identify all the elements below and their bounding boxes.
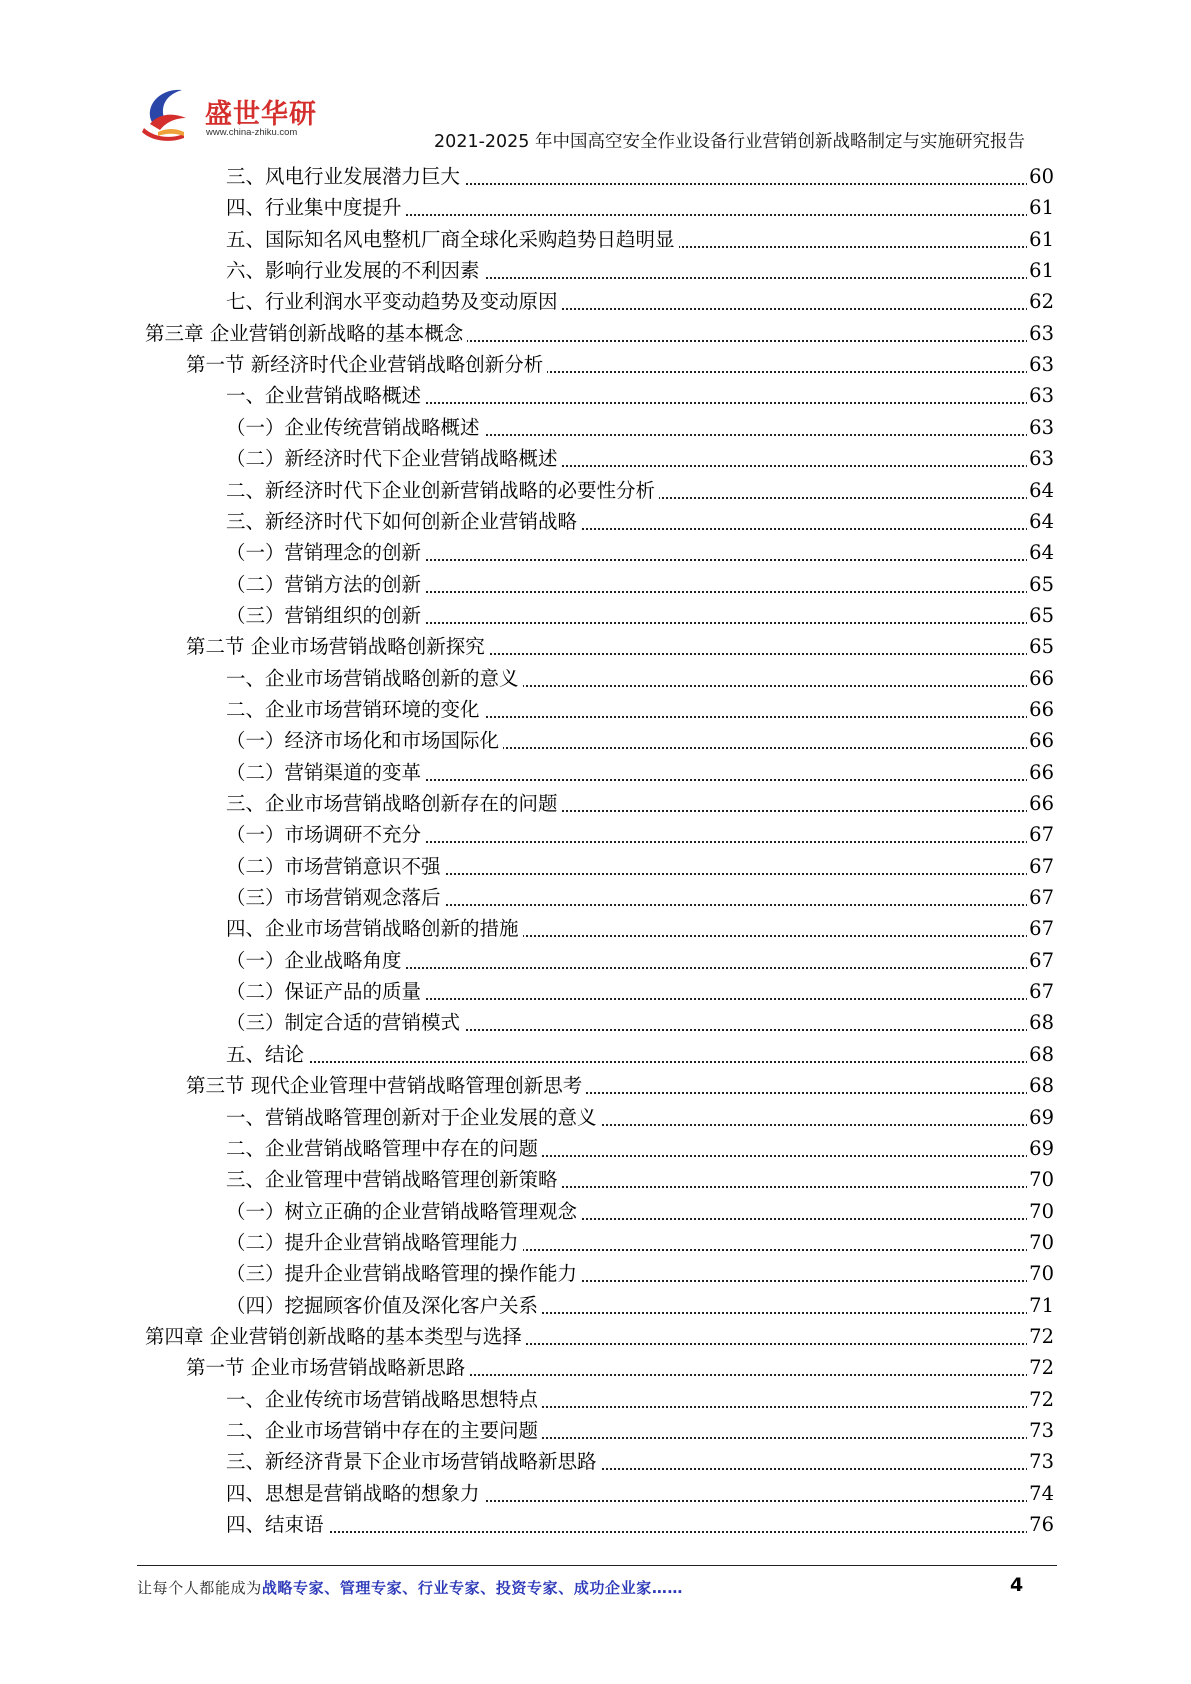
toc-entry-title: 三、企业市场营销战略创新存在的问题 bbox=[226, 793, 562, 815]
toc-entry-title: （一）企业传统营销战略概述 bbox=[226, 417, 484, 439]
toc-entry[interactable] bbox=[0, 257, 1191, 288]
toc-leader-dots bbox=[226, 1531, 1028, 1533]
toc-entry[interactable] bbox=[0, 853, 1191, 884]
footer-divider bbox=[137, 1565, 1057, 1566]
toc-entry-title: 三、新经济时代下如何创新企业营销战略 bbox=[226, 511, 581, 533]
toc-entry-title: （四）挖掘顾客价值及深化客户关系 bbox=[226, 1295, 542, 1317]
toc-leader-dots bbox=[226, 1061, 1028, 1063]
toc-entry-title: 一、企业传统市场营销战略思想特点 bbox=[226, 1389, 542, 1411]
toc-entry[interactable] bbox=[0, 1135, 1191, 1166]
toc-entry[interactable] bbox=[0, 633, 1191, 664]
toc-entry-title: （一）经济市场化和市场国际化 bbox=[226, 730, 503, 752]
toc-entry-title: 四、结束语 bbox=[226, 1514, 328, 1536]
toc-entry-page: 62 bbox=[1029, 290, 1054, 314]
toc-entry-title: 二、企业市场营销环境的变化 bbox=[226, 699, 484, 721]
toc-entry[interactable] bbox=[0, 884, 1191, 915]
toc-entry[interactable] bbox=[0, 1480, 1191, 1511]
toc-entry[interactable] bbox=[0, 382, 1191, 413]
page-header bbox=[0, 0, 1191, 160]
toc-entry[interactable] bbox=[0, 226, 1191, 257]
toc-entry-page: 76 bbox=[1029, 1513, 1054, 1537]
toc-entry-title: 三、新经济背景下企业市场营销战略新思路 bbox=[226, 1451, 601, 1473]
toc-entry[interactable] bbox=[0, 1229, 1191, 1260]
toc-entry[interactable] bbox=[0, 1198, 1191, 1229]
toc-entry[interactable] bbox=[0, 1260, 1191, 1291]
toc-entry-page: 69 bbox=[1029, 1136, 1054, 1160]
toc-entry-page: 70 bbox=[1029, 1262, 1054, 1286]
toc-entry-page: 73 bbox=[1029, 1450, 1054, 1474]
toc-entry-title: 二、企业市场营销中存在的主要问题 bbox=[226, 1420, 542, 1442]
toc-entry-page: 66 bbox=[1029, 729, 1054, 753]
toc-entry-page: 64 bbox=[1029, 478, 1054, 502]
toc-entry-title: （三）营销组织的创新 bbox=[226, 605, 425, 627]
toc-entry[interactable] bbox=[0, 194, 1191, 225]
toc-entry-title: （二）新经济时代下企业营销战略概述 bbox=[226, 448, 562, 470]
toc-entry-page: 67 bbox=[1029, 980, 1054, 1004]
toc-entry-page: 67 bbox=[1029, 948, 1054, 972]
toc-entry[interactable] bbox=[0, 1009, 1191, 1040]
toc-entry-title: 三、风电行业发展潜力巨大 bbox=[226, 166, 464, 188]
toc-entry-title: （三）市场营销观念落后 bbox=[226, 887, 445, 909]
toc-entry[interactable] bbox=[0, 445, 1191, 476]
toc-entry-page: 70 bbox=[1029, 1168, 1054, 1192]
toc-entry-title: 一、企业市场营销战略创新的意义 bbox=[226, 668, 523, 690]
toc-entry-page: 64 bbox=[1029, 541, 1054, 565]
toc-entry-title: 四、企业市场营销战略创新的措施 bbox=[226, 918, 523, 940]
toc-entry-title: （一）市场调研不充分 bbox=[226, 824, 425, 846]
toc-entry-page: 66 bbox=[1029, 792, 1054, 815]
toc-entry[interactable] bbox=[0, 320, 1191, 351]
toc-entry-title: （二）保证产品的质量 bbox=[226, 981, 425, 1003]
toc-entry-title: 五、结论 bbox=[226, 1044, 308, 1066]
toc-entry[interactable] bbox=[0, 978, 1191, 1009]
toc-entry-page: 72 bbox=[1029, 1387, 1054, 1411]
toc-entry-title: （三）制定合适的营销模式 bbox=[226, 1012, 464, 1034]
toc-entry[interactable] bbox=[0, 1448, 1191, 1479]
footer-slogan-lead: 让每个人都能成为 bbox=[137, 1579, 262, 1597]
toc-entry-page: 65 bbox=[1029, 635, 1054, 659]
toc-entry[interactable] bbox=[0, 821, 1191, 852]
page-number: 4 bbox=[1010, 1574, 1024, 1596]
toc-entry-page: 68 bbox=[1029, 1074, 1054, 1098]
logo-url: www.china-zhiku.com bbox=[206, 127, 298, 138]
toc-entry-title: 七、行业利润水平变动趋势及变动原因 bbox=[226, 291, 562, 313]
toc-entry-title: 第三节 现代企业管理中营销战略管理创新思考 bbox=[186, 1075, 586, 1097]
toc-entry-page: 63 bbox=[1029, 447, 1054, 471]
toc-entry[interactable] bbox=[0, 288, 1191, 319]
toc-entry-title: 第一节 企业市场营销战略新思路 bbox=[186, 1357, 469, 1379]
toc-entry[interactable] bbox=[0, 1166, 1191, 1197]
toc-entry[interactable] bbox=[0, 696, 1191, 727]
toc-entry[interactable] bbox=[0, 539, 1191, 570]
toc-entry-title: （二）营销渠道的变革 bbox=[226, 762, 425, 784]
toc-entry-title: 一、营销战略管理创新对于企业发展的意义 bbox=[226, 1107, 601, 1129]
toc-entry[interactable] bbox=[0, 1354, 1191, 1385]
toc-entry-title: （二）市场营销意识不强 bbox=[226, 856, 445, 878]
toc-entry-title: 四、思想是营销战略的想象力 bbox=[226, 1483, 484, 1505]
toc-entry-page: 73 bbox=[1029, 1419, 1054, 1442]
toc-entry-title: 第四章 企业营销创新战略的基本类型与选择 bbox=[145, 1326, 526, 1348]
toc-entry-page: 63 bbox=[1029, 415, 1054, 439]
toc-entry-page: 70 bbox=[1029, 1199, 1054, 1223]
toc-entry[interactable] bbox=[0, 508, 1191, 539]
toc-entry-title: 五、国际知名风电整机厂商全球化采购趋势日趋明显 bbox=[226, 229, 679, 251]
company-logo bbox=[138, 84, 318, 156]
toc-entry[interactable] bbox=[0, 759, 1191, 790]
toc-entry-page: 72 bbox=[1029, 1324, 1054, 1348]
toc-entry-page: 63 bbox=[1029, 353, 1054, 377]
toc-entry-page: 70 bbox=[1029, 1230, 1054, 1254]
toc-entry-page: 64 bbox=[1029, 509, 1054, 533]
toc-entry-page: 67 bbox=[1029, 823, 1054, 847]
toc-entry[interactable] bbox=[0, 790, 1191, 821]
toc-entry-title: 第三章 企业营销创新战略的基本概念 bbox=[145, 323, 467, 345]
toc-entry-page: 66 bbox=[1029, 697, 1054, 721]
toc-entry-title: 六、影响行业发展的不利因素 bbox=[226, 260, 484, 282]
toc-entry[interactable] bbox=[0, 571, 1191, 602]
logo-name: 盛世华研 bbox=[205, 99, 317, 130]
toc-entry[interactable] bbox=[0, 1292, 1191, 1323]
toc-entry-page: 66 bbox=[1029, 666, 1054, 690]
toc-entry-title: 第二节 企业市场营销战略创新探究 bbox=[186, 636, 489, 658]
toc-entry-page: 66 bbox=[1029, 760, 1054, 784]
toc-entry[interactable] bbox=[0, 351, 1191, 382]
footer-slogan bbox=[137, 1577, 683, 1598]
toc-entry[interactable] bbox=[0, 1072, 1191, 1103]
toc-entry-title: 二、新经济时代下企业创新营销战略的必要性分析 bbox=[226, 480, 659, 502]
toc-entry-page: 61 bbox=[1029, 259, 1054, 283]
toc-entry[interactable] bbox=[0, 1386, 1191, 1417]
toc-entry[interactable] bbox=[0, 602, 1191, 633]
toc-entry-page: 60 bbox=[1029, 165, 1054, 188]
toc-entry-page: 68 bbox=[1029, 1042, 1054, 1066]
toc-entry[interactable] bbox=[0, 163, 1191, 194]
toc-entry[interactable] bbox=[0, 665, 1191, 696]
toc-entry-title: （二）营销方法的创新 bbox=[226, 574, 425, 596]
toc-entry-title: （一）树立正确的企业营销战略管理观念 bbox=[226, 1201, 581, 1223]
toc-entry-page: 67 bbox=[1029, 886, 1054, 910]
toc-entry-page: 65 bbox=[1029, 603, 1054, 627]
toc-entry[interactable] bbox=[0, 727, 1191, 758]
toc-entry[interactable] bbox=[0, 1323, 1191, 1354]
toc-entry-page: 61 bbox=[1029, 227, 1054, 251]
toc-entry-page: 72 bbox=[1029, 1356, 1054, 1380]
toc-entry[interactable] bbox=[0, 477, 1191, 508]
toc-entry-page: 65 bbox=[1029, 572, 1054, 596]
report-title: 2021-2025 年中国高空安全作业设备行业营销创新战略制定与实施研究报告 bbox=[434, 132, 1025, 152]
toc-entry-title: 三、企业管理中营销战略管理创新策略 bbox=[226, 1169, 562, 1191]
toc-entry-page: 63 bbox=[1029, 321, 1054, 345]
toc-entry[interactable] bbox=[0, 414, 1191, 445]
toc-entry[interactable] bbox=[0, 1417, 1191, 1448]
toc-entry-page: 74 bbox=[1029, 1481, 1054, 1505]
toc-entry-page: 67 bbox=[1029, 854, 1054, 878]
toc-entry-title: （二）提升企业营销战略管理能力 bbox=[226, 1232, 523, 1254]
toc-entry-title: 一、企业营销战略概述 bbox=[226, 385, 425, 407]
toc-entry-page: 69 bbox=[1029, 1105, 1054, 1129]
toc-entry[interactable] bbox=[0, 1511, 1191, 1542]
toc-entry-page: 71 bbox=[1029, 1293, 1054, 1317]
toc-entry[interactable] bbox=[0, 915, 1191, 946]
toc-entry[interactable] bbox=[0, 1104, 1191, 1135]
toc-entry-page: 67 bbox=[1029, 917, 1054, 941]
toc-entry-title: （一）营销理念的创新 bbox=[226, 542, 425, 564]
footer-slogan-roles: 战略专家、管理专家、行业专家、投资专家、成功企业家…… bbox=[261, 1579, 684, 1597]
toc-entry[interactable] bbox=[0, 947, 1191, 978]
toc-entry-title: 四、行业集中度提升 bbox=[226, 197, 406, 219]
logo-icon bbox=[138, 84, 208, 144]
toc-entry-title: （三）提升企业营销战略管理的操作能力 bbox=[226, 1263, 581, 1285]
toc-entry-title: （一）企业战略角度 bbox=[226, 950, 406, 972]
toc-entry-page: 68 bbox=[1029, 1011, 1054, 1035]
toc-entry-page: 63 bbox=[1029, 384, 1054, 408]
toc-entry-title: 二、企业营销战略管理中存在的问题 bbox=[226, 1138, 542, 1160]
toc-entry-title: 第一节 新经济时代企业营销战略创新分析 bbox=[186, 354, 547, 376]
toc-entry[interactable] bbox=[0, 1041, 1191, 1072]
toc-entry-page: 61 bbox=[1029, 196, 1054, 220]
